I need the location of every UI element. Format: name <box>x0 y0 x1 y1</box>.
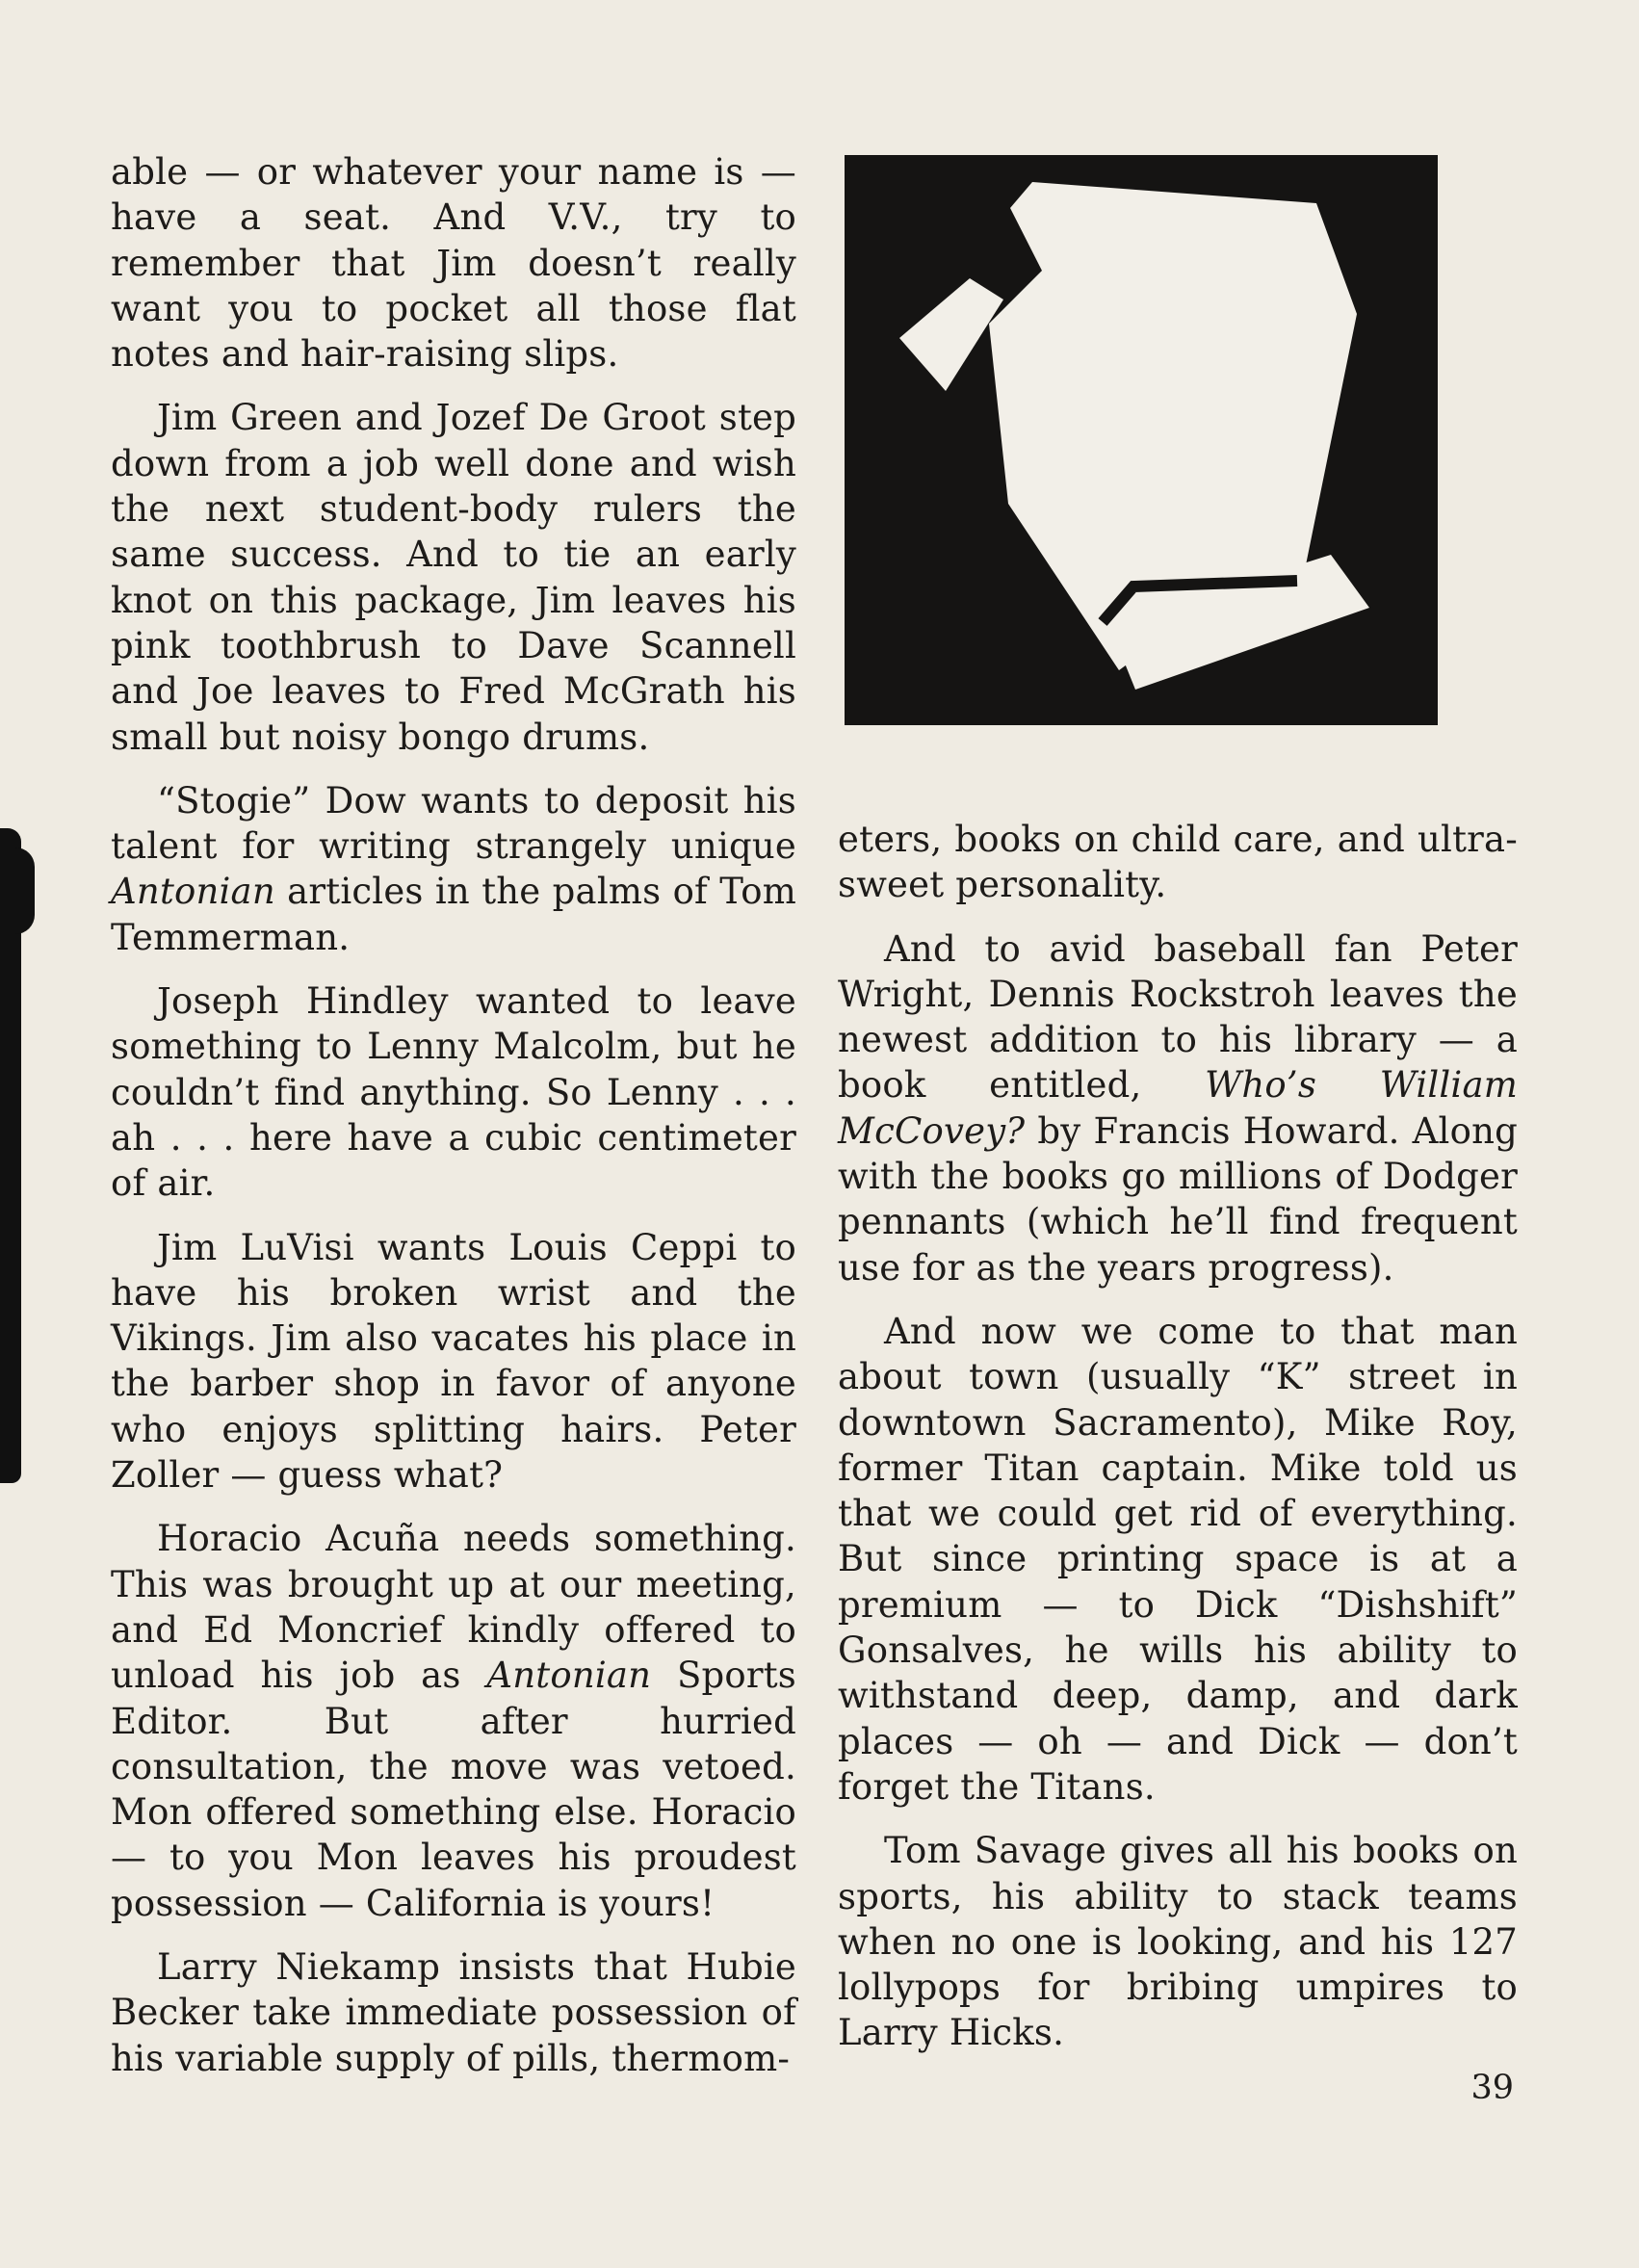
paragraph: Tom Savage gives all his books on sports, his ability to stack teams when no one is looking, and his 127 lollypops for bribing umpires to Larry Hicks. <box>838 1830 1518 2054</box>
paragraph: “Stogie” Dow wants to deposit his talent for writing strangely unique Antonian articles in the palms of Tom Temmerman. <box>111 779 796 958</box>
left-column <box>111 149 796 2099</box>
paragraph: Jim LuVisi wants Louis Ceppi to have his broken wrist and the Vikings. Jim also vacates his place in the barber shop in favor of anyone who enjoys splitting hairs. Peter Zoller — guess what? <box>111 1226 796 1497</box>
paragraph: Joseph Hindley wanted to leave something to Lenny Malcolm, but he couldn’t find anything. So Lenny . . . ah . . . here have a cubic centimeter of air. <box>111 980 796 1205</box>
scroll-icon <box>845 155 1438 725</box>
paragraph: able — or whatever your name is — have a seat. And V.V., try to remember that Jim doesn’t really want you to pocket all those flat notes and hair-raising slips. <box>111 151 796 376</box>
ink-blot <box>6 847 35 934</box>
page-number: 39 <box>1470 2069 1514 2107</box>
paragraph: Horacio Acuña needs something. This was brought up at our meeting, and Ed Moncrief kindly offered to unload his job as Antonian Sports Editor. But after hurried consultation, the move was vetoed. Mon offered something else. Horacio — to you Mon leaves his proudest possession — California is yours! <box>111 1518 796 1924</box>
paragraph: And now we come to that man about town (usually “K” street in downtown Sacramento), Mike Roy, former Titan captain. Mike told us that we could get rid of everything. But since printing space is at a premium — to Dick “Dishshift” Gonsalves, he wills his ability to withstand deep, damp, and dark places — oh — and Dick — don’t forget the Titans. <box>838 1310 1518 1808</box>
paragraph: Jim Green and Jozef De Groot step down from a job well done and wish the next student-body rulers the same success. And to tie an early knot on this package, Jim leaves his pink toothbrush to Dave Scannell and Joe leaves to Fred McGrath his small but noisy bongo drums. <box>111 397 796 758</box>
scroll-illustration <box>845 155 1438 725</box>
paragraph: Larry Niekamp insists that Hubie Becker take immediate possession of his variable supply of pills, thermom- <box>111 1945 796 2079</box>
paragraph: And to avid baseball fan Peter Wright, Dennis Rockstroh leaves the newest addition to his library — a book entitled, Who’s William McCovey? by Francis Howard. Along with the books go millions of Dodger pennants (which he’ll find frequent use for as the years progress). <box>838 927 1519 1289</box>
right-column <box>838 817 1518 2074</box>
paragraph: eters, books on child care, and ultra-sweet personality. <box>838 819 1518 906</box>
